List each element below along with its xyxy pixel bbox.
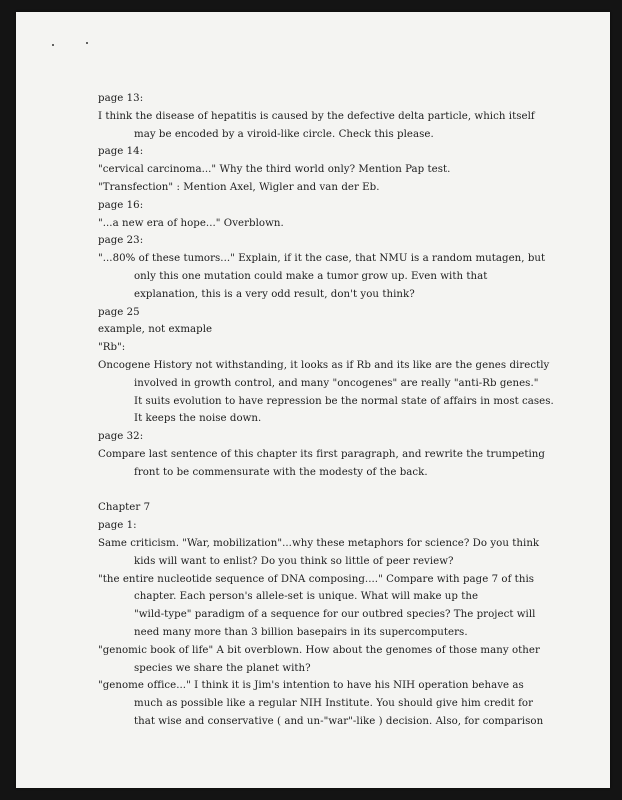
line: may be encoded by a viroid-like circle. Check this please. bbox=[134, 128, 434, 140]
line: page 13: bbox=[98, 93, 144, 104]
line: I think the disease of hepatitis is caused by the defective delta particle, which itself bbox=[98, 110, 535, 122]
line: "...80% of these tumors..." Explain, if it the case, that NMU is a random mutagen, but bbox=[98, 253, 546, 265]
line: "Transfection" : Mention Axel, Wigler and van der Eb. bbox=[98, 181, 380, 193]
line: "wild-type" paradigm of a sequence for our outbred species? The project will bbox=[134, 609, 536, 621]
line: "Rb": bbox=[98, 342, 126, 354]
line: involved in growth control, and many "oncogenes" are really "anti-Rb genes." bbox=[134, 377, 539, 389]
line: page 1: bbox=[98, 520, 137, 532]
line: species we share the planet with? bbox=[134, 662, 311, 674]
line: Oncogene History not withstanding, it looks as if Rb and its like are the genes directly bbox=[98, 359, 550, 371]
line: front to be commensurate with the modesty of the back. bbox=[134, 466, 428, 478]
line: page 23: bbox=[98, 235, 144, 247]
line: Same criticism. "War, mobilization"...why these metaphors for science? Do you think bbox=[98, 537, 540, 549]
line: It suits evolution to have repression be the normal state of affairs in most cases. bbox=[134, 395, 554, 407]
line: chapter. Each person's allele-set is unique. What will make up the bbox=[134, 591, 479, 603]
line: page 25 bbox=[98, 306, 140, 318]
line: explanation, this is a very odd result, don't you think? bbox=[134, 288, 415, 300]
chapter-heading: Chapter 7 bbox=[98, 502, 151, 514]
line: "...a new era of hope..." Overblown. bbox=[98, 217, 284, 229]
line: page 14: bbox=[98, 146, 144, 158]
line: "cervical carcinoma..." Why the third world only? Mention Pap test. bbox=[98, 164, 451, 176]
line: need many more than 3 billion basepairs in its supercomputers. bbox=[134, 626, 468, 638]
section-spacer bbox=[98, 482, 528, 500]
section-chapter-6-notes bbox=[98, 90, 554, 482]
line: Compare last sentence of this chapter its first paragraph, and rewrite the trumpeting bbox=[98, 448, 545, 460]
line: kids will want to enlist? Do you think so little of peer review? bbox=[134, 555, 454, 567]
typed-notes bbox=[98, 90, 554, 731]
line: page 32: bbox=[98, 431, 144, 443]
line: "the entire nucleotide sequence of DNA composing...." Compare with page 7 of this bbox=[98, 573, 535, 585]
line: "genomic book of life" A bit overblown. How about the genomes of those many other bbox=[98, 644, 540, 656]
line: only this one mutation could make a tumor grow up. Even with that bbox=[134, 270, 488, 282]
line: much as possible like a regular NIH Institute. You should give him credit for bbox=[134, 698, 533, 710]
line: It keeps the noise down. bbox=[134, 413, 262, 425]
line: "genome office..." I think it is Jim's intention to have his NIH operation behave as bbox=[98, 680, 524, 692]
section-chapter-7-notes bbox=[98, 499, 544, 730]
line: that wise and conservative ( and un-"war"-like ) decision. Also, for comparison bbox=[134, 715, 544, 727]
document-page bbox=[16, 12, 610, 788]
line: example, not exmaple bbox=[98, 324, 213, 336]
line: page 16: bbox=[98, 199, 144, 211]
